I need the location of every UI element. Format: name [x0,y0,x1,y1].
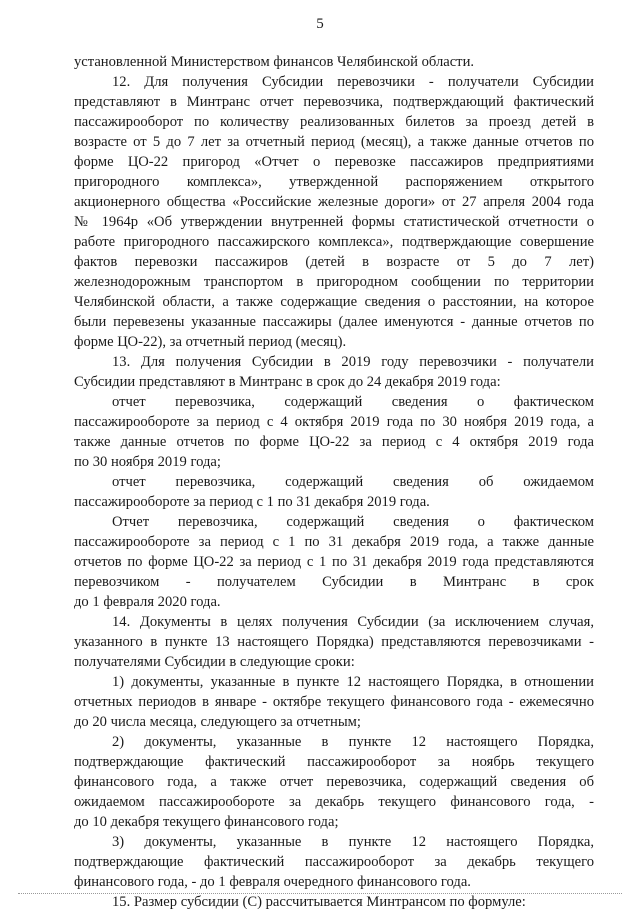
text-line: Субсидии представляют в Минтранс в срок до 24 декабря 2019 года: [74,374,501,390]
text-line: до 1 февраля 2020 года. [74,594,221,610]
text-line: железнодорожным транспортом в пригородном сообщении по территории [74,274,594,290]
page-number: 5 [316,16,324,32]
text-line: 2) документы, указанные в пункте 12 настоящего Порядка, [112,734,594,750]
text-line: были перевезены указанные пассажиры (далее именуются - данные отчетов по [74,314,594,330]
text-line: получателями Субсидии в следующие сроки: [74,654,355,670]
text-line: 15. Размер субсидии (С) рассчитывается Минтрансом по формуле: [112,894,526,910]
text-line: фактов перевозки пассажиров (детей в возрасте от 5 до 7 лет) [74,254,594,270]
text-line: возрасте от 5 до 7 лет за отчетный период (месяц), а также данные отчетов по [74,134,594,150]
text-line: Отчет перевозчика, содержащий сведения о фактическом [112,514,594,530]
text-line: акционерного общества «Российские железные дороги» от 27 апреля 2004 года [74,194,594,210]
page-bottom-divider [18,893,622,894]
text-line: форме ЦО-22 пригород «Отчет о перевозке пассажиров предприятиями [74,154,594,170]
text-line: отчет перевозчика, содержащий сведения об ожидаемом [112,474,594,490]
text-line: форме ЦО-22), за отчетный период (месяц). [74,334,347,350]
text-line: № 1964р «Об утверждении внутренней формы статистической отчетности о [74,214,594,230]
text-line: 14. Документы в целях получения Субсидии (за исключением случая, [112,614,594,630]
text-line: также данные отчетов по форме ЦО-22 за период с 4 октября 2019 года [74,434,594,450]
text-line: 13. Для получения Субсидии в 2019 году перевозчики - получатели [112,354,594,370]
text-line: пассажирообороте за период с 4 октября 2019 года по 30 ноября 2019 года, а [74,414,594,430]
text-line: до 20 числа месяца, следующего за отчетным; [74,714,361,730]
text-line: финансового года, а также отчет перевозчика, содержащий сведения об [74,774,594,790]
text-line: подтверждающие фактический пассажирооборот за ноябрь текущего [74,754,594,770]
text-line: указанного в пункте 13 настоящего Порядка) представляются перевозчиками - [74,634,594,650]
text-line: финансового года, - до 1 февраля очередного финансового года. [74,874,471,890]
text-line: работе пригородного пассажирского комплекса», подтверждающие совершение [74,234,594,250]
text-line: пассажирообороте за период с 1 по 31 декабря 2019 года. [74,494,430,510]
text-line: Челябинской области, а также содержащие сведения о расстоянии, на которое [74,294,594,310]
text-line: перевозчиком - получателем Субсидии в Минтранс в срок [74,574,594,590]
text-line: отчет перевозчика, содержащий сведения о фактическом [112,394,594,410]
text-line: ожидаемом пассажирообороте за декабрь текущего финансового года, - [74,794,594,810]
text-line: пассажирооборот по количеству реализованных билетов за проезд детей в [74,114,594,130]
text-line: подтверждающие фактический пассажирооборот за декабрь текущего [74,854,594,870]
text-line: 3) документы, указанные в пункте 12 настоящего Порядка, [112,834,594,850]
text-line: представляют в Минтранс отчет перевозчика, подтверждающий фактический [74,94,594,110]
text-line: пригородного комплекса», утвержденной распоряжением открытого [74,174,594,190]
text-line: отчетов по форме ЦО-22 за период с 1 по 31 декабря 2019 года представляются [74,554,594,570]
text-line: до 10 декабря текущего финансового года; [74,814,339,830]
text-line: отчетных периодов в январе - октябре текущего финансового года - ежемесячно [74,694,594,710]
text-line: 12. Для получения Субсидии перевозчики - получатели Субсидии [112,74,594,90]
text-line: по 30 ноября 2019 года; [74,454,221,470]
text-line: пассажирообороте за период с 1 по 31 декабря 2019 года, а также данные [74,534,594,550]
text-line: 1) документы, указанные в пункте 12 настоящего Порядка, в отношении [112,674,594,690]
text-line: установленной Министерством финансов Челябинской области. [74,54,475,70]
document-body [74,52,594,912]
